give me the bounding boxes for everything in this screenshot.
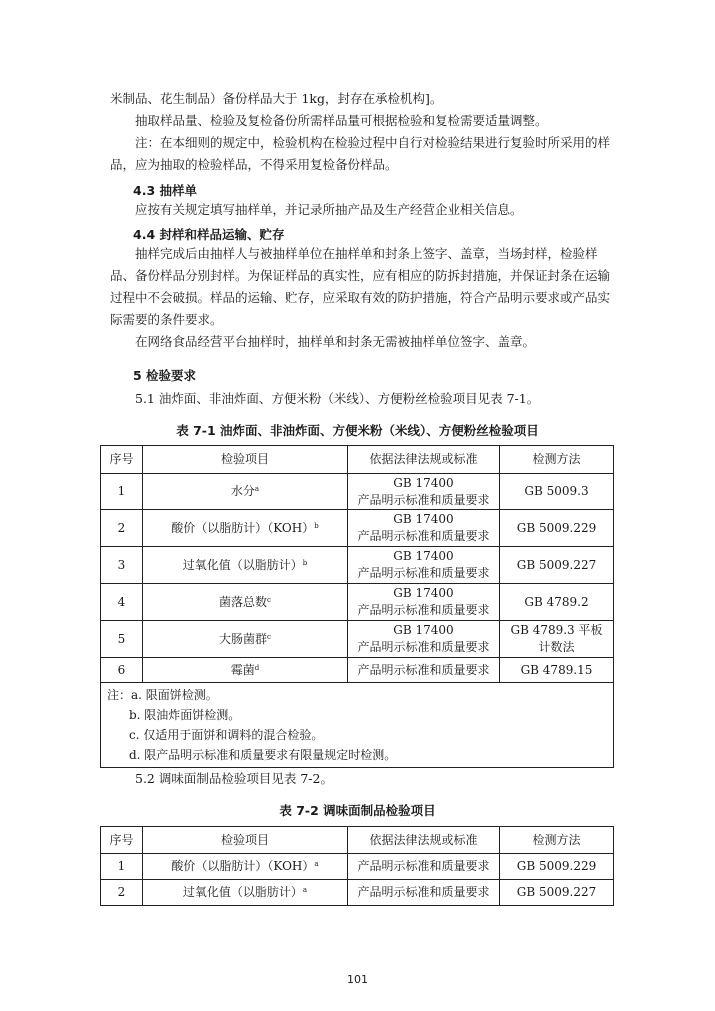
row-no: 5 [101, 621, 143, 658]
header-item: 检验项目 [143, 827, 348, 854]
table-header-row [101, 827, 614, 854]
row-standard: 产品明示标准和质量要求 [348, 880, 500, 906]
row-item: 过氧化值（以脂肪计）$^a$ [143, 880, 348, 906]
table-header-row [101, 446, 614, 474]
row-method: GB 4789.2 [500, 584, 614, 621]
header-method: 检测方法 [500, 446, 614, 474]
row-item: 大肠菌群$^c$ [143, 621, 348, 658]
row-standard: GB 17400 产品明示标准和质量要求 [348, 584, 500, 621]
table-7-1 [100, 445, 614, 768]
header-method: 检测方法 [500, 827, 614, 854]
header-standard: 依据法律法规或标准 [348, 446, 500, 474]
table-7-2 [100, 826, 614, 906]
row-no: 2 [101, 510, 143, 547]
table-notes [101, 683, 614, 768]
section-heading-4-4: 4.4 封样和样品运输、贮存 [133, 227, 285, 242]
table-row [101, 621, 614, 658]
table-row [101, 584, 614, 621]
table-row [101, 854, 614, 880]
row-no: 1 [101, 474, 143, 510]
row-standard: 产品明示标准和质量要求 [348, 854, 500, 880]
row-standard: 产品明示标准和质量要求 [348, 658, 500, 683]
row-method: GB 5009.227 [500, 547, 614, 584]
header-no: 序号 [101, 827, 143, 854]
table-row [101, 474, 614, 510]
row-no: 1 [101, 854, 143, 880]
row-item: 菌落总数$^c$ [143, 584, 348, 621]
paragraph-sampling-form: 应按有关规定填写抽样单，并记录所抽产品及生产经营企业相关信息。 [135, 202, 523, 217]
header-no: 序号 [101, 446, 143, 474]
note-b: b. 限油炸面饼检测。 [129, 708, 241, 722]
section-heading-4-3: 4.3 抽样单 [133, 183, 197, 198]
row-item: 过氧化值（以脂肪计）$^b$ [143, 547, 348, 584]
row-method: GB 4789.15 [500, 658, 614, 683]
section-heading-5: 5 检验要求 [133, 368, 197, 383]
row-method: GB 5009.227 [500, 880, 614, 906]
table-7-1-caption: 表 7-1 油炸面、非油炸面、方便米粉（米线）、方便粉丝检验项目 [176, 423, 539, 438]
paragraph-online-sampling: 在网络食品经营平台抽样时，抽样单和封条无需被抽样单位签字、盖章。 [135, 334, 536, 349]
row-method: GB 5009.229 [500, 854, 614, 880]
table-row [101, 510, 614, 547]
row-method: GB 5009.229 [500, 510, 614, 547]
table-row [101, 547, 614, 584]
table-row [101, 880, 614, 906]
row-item: 霉菌$^d$ [143, 658, 348, 683]
table-row [101, 658, 614, 683]
header-standard: 依据法律法规或标准 [348, 827, 500, 854]
row-no: 2 [101, 880, 143, 906]
paragraph-5-1: 5.1 油炸面、非油炸面、方便米粉（米线）、方便粉丝检验项目见表 7-1。 [135, 391, 540, 406]
note-c: c. 仅适用于面饼和调料的混合检验。 [129, 728, 324, 742]
row-standard: GB 17400 产品明示标准和质量要求 [348, 621, 500, 658]
row-method: GB 5009.3 [500, 474, 614, 510]
paragraph-note-retest: 注：在本细则的规定中，检验机构在检验过程中自行对检验结果进行复验时所采用的样品，应为抽取的检验样品，不得采用复检备份样品。 [110, 135, 611, 172]
row-item: 酸价（以脂肪计）（KOH）$^a$ [143, 854, 348, 880]
header-item: 检验项目 [143, 446, 348, 474]
paragraph-sealing: 抽样完成后由抽样人与被抽样单位在抽样单和封条上签字、盖章，当场封样，检验样品、备份样品分别封样。为保证样品的真实性，应有相应的防拆封措施，并保证封条在运输过程中不会破损。样品的运输、贮存，应采取有效的防护措施，符合产品明示要求或产品实际需要的条件要求。 [110, 246, 611, 327]
note-d: d. 限产品明示标准和质量要求有限量规定时检测。 [129, 748, 397, 762]
table-7-2-caption: 表 7-2 调味面制品检验项目 [279, 803, 436, 818]
paragraph-sample-size: 米制品、花生制品）备份样品大于 1kg，封存在承检机构]。 [110, 91, 443, 106]
row-method: GB 4789.3 平板 计数法 [500, 621, 614, 658]
paragraph-sample-adjust: 抽取样品量、检验及复检备份所需样品量可根据检验和复检需要适量调整。 [135, 113, 548, 128]
row-no: 6 [101, 658, 143, 683]
paragraph-5-2: 5.2 调味面制品检验项目见表 7-2。 [135, 771, 333, 786]
row-item: 水分$^a$ [143, 474, 348, 510]
row-standard: GB 17400 产品明示标准和质量要求 [348, 474, 500, 510]
row-item: 酸价（以脂肪计）（KOH）$^b$ [143, 510, 348, 547]
row-no: 4 [101, 584, 143, 621]
table-notes-row [101, 683, 614, 768]
row-no: 3 [101, 547, 143, 584]
page-number: 101 [347, 973, 368, 986]
note-a: 注：a. 限面饼检测。 [107, 688, 218, 702]
row-standard: GB 17400 产品明示标准和质量要求 [348, 510, 500, 547]
row-standard: GB 17400 产品明示标准和质量要求 [348, 547, 500, 584]
